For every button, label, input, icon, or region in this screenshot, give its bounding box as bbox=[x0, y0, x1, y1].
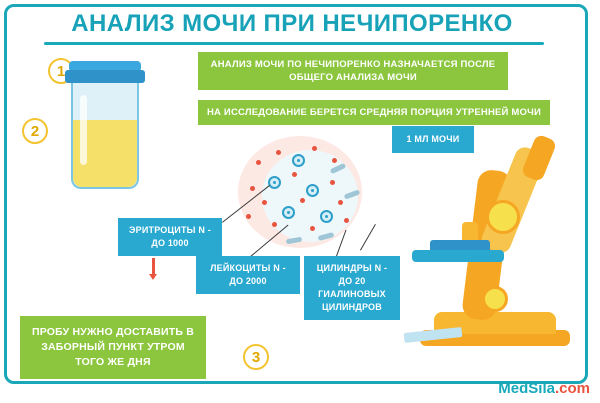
erythrocyte-dot bbox=[292, 172, 297, 177]
leukocyte-cell bbox=[282, 206, 295, 219]
label-leukocytes: ЛЕЙКОЦИТЫ N - ДО 2000 bbox=[196, 256, 300, 294]
red-arrow-marker bbox=[152, 258, 155, 274]
erythrocyte-dot bbox=[310, 226, 315, 231]
step-number-1: 1 bbox=[48, 58, 74, 84]
label-cylinders: ЦИЛИНДРЫ N - ДО 20 ГИАЛИНОВЫХ ЦИЛИНДРОВ bbox=[304, 256, 400, 320]
watermark-name: MedSila bbox=[498, 380, 555, 397]
step-number-3: 3 bbox=[243, 344, 269, 370]
jar-lid bbox=[65, 70, 145, 83]
erythrocyte-dot bbox=[344, 218, 349, 223]
erythrocyte-dot bbox=[250, 186, 255, 191]
erythrocyte-dot bbox=[272, 222, 277, 227]
leukocyte-cell bbox=[306, 184, 319, 197]
erythrocyte-dot bbox=[330, 180, 335, 185]
microscope-stage bbox=[412, 250, 504, 262]
erythrocyte-dot bbox=[332, 158, 337, 163]
leukocyte-cell bbox=[268, 176, 281, 189]
leukocyte-cell bbox=[320, 210, 333, 223]
microscope-adjust-knob bbox=[482, 286, 508, 312]
page-title: АНАЛИЗ МОЧИ ПРИ НЕЧИПОРЕНКО bbox=[71, 10, 513, 37]
erythrocyte-dot bbox=[300, 198, 305, 203]
banner-delivery: ПРОБУ НУЖНО ДОСТАВИТЬ В ЗАБОРНЫЙ ПУНКТ УТРОМ ТОГО ЖЕ ДНЯ bbox=[20, 316, 206, 379]
leukocyte-cell bbox=[292, 154, 305, 167]
banner-midstream: НА ИССЛЕДОВАНИЕ БЕРЕТСЯ СРЕДНЯЯ ПОРЦИЯ УТРЕННЕЙ МОЧИ bbox=[198, 100, 550, 125]
erythrocyte-dot bbox=[312, 146, 317, 151]
label-volume: 1 МЛ МОЧИ bbox=[392, 126, 474, 153]
erythrocyte-dot bbox=[338, 200, 343, 205]
label-erythrocytes: ЭРИТРОЦИТЫ N - ДО 1000 bbox=[118, 218, 222, 256]
banner-indication: АНАЛИЗ МОЧИ ПО НЕЧИПОРЕНКО НАЗНАЧАЕТСЯ ПОСЛЕ ОБЩЕГО АНАЛИЗА МОЧИ bbox=[198, 52, 508, 90]
erythrocyte-dot bbox=[276, 150, 281, 155]
watermark-domain: .com bbox=[554, 380, 590, 397]
step-number-2: 2 bbox=[22, 118, 48, 144]
erythrocyte-dot bbox=[262, 200, 267, 205]
microscope-focus-knob bbox=[486, 200, 520, 234]
title-underline bbox=[44, 42, 544, 45]
erythrocyte-dot bbox=[256, 160, 261, 165]
jar-highlight bbox=[80, 95, 87, 165]
erythrocyte-dot bbox=[246, 214, 251, 219]
watermark bbox=[498, 380, 590, 397]
